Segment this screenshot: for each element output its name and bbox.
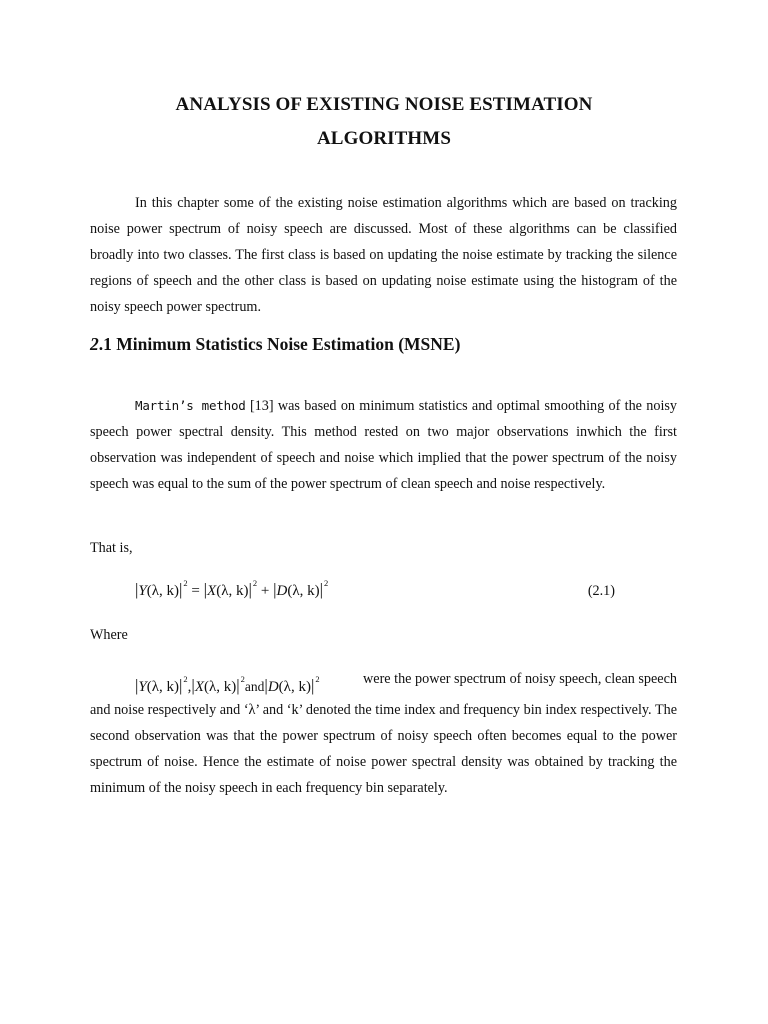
eq-symbol-X: X bbox=[207, 583, 217, 599]
equation-expression: |Y(λ, $k)|^2 = |X(\lambda$, $k)|^2 + |D(\lambda$, $k)|^2$ bbox=[135, 578, 329, 599]
eq-plus: + bbox=[260, 583, 270, 599]
where-exp-2: 2 bbox=[240, 674, 245, 684]
eq-symbol-Y: Y bbox=[138, 583, 147, 599]
eq-args-3: (λ, k) bbox=[287, 583, 320, 599]
martin-paragraph bbox=[90, 393, 677, 497]
intro-text: In this chapter some of the existing noise estimation algorithms which are based on tracking noise power spectrum of noisy speech are discussed. Most of these algorithms can be classified broadly into two classes. The first class is based on updating the noise estimate by tracking the silence regions of speech and the other class is based on updating noise estimate using the histogram of the noisy speech power spectrum. bbox=[90, 195, 677, 315]
where-label: Where bbox=[90, 627, 128, 643]
second-observation-paragraph: and noise respectively and ‘λ’ and ‘k’ denoted the time index and frequency bin index respectively. The second observation was that the power spectrum of noisy speech often becomes equal to the power spectrum of noise. Hence the estimate of noise power spectral density was obtained by tracking the minimum of the noisy speech in each frequency bin separately. bbox=[90, 702, 677, 796]
eq-symbol-D: D bbox=[276, 583, 288, 599]
where-args-2: (λ, k) bbox=[204, 679, 237, 695]
where-definition-line bbox=[135, 666, 677, 700]
eq-exp-3: 2 bbox=[324, 578, 329, 588]
chapter-title-line-1: ANALYSIS OF EXISTING NOISE ESTIMATION bbox=[175, 94, 593, 115]
where-symbol-D: D bbox=[267, 679, 279, 695]
where-line-tail: were the power spectrum of noisy speech, clean speech bbox=[363, 671, 677, 687]
section-number: 2 bbox=[90, 334, 99, 354]
eq-args-2: (λ, k) bbox=[216, 583, 249, 599]
where-symbol-Y: Y bbox=[138, 679, 147, 695]
martin-paragraph-text: [13] was based on minimum statistics and optimal smoothing of the noisy speech power spectral density. This method rested on two major observations inwhich the first observation was independent of speech and noise which implied that the power spectrum of the noisy speech was equal to the sum of the power spectrum of clean speech and noise respectively. bbox=[90, 398, 678, 492]
where-sep: , bbox=[187, 679, 192, 695]
chapter-title bbox=[90, 88, 678, 156]
where-args-3: (λ, k) bbox=[278, 679, 311, 695]
section-title: Minimum Statistics Noise Estimation (MSNE) bbox=[116, 334, 461, 354]
section-number-rest: .1 bbox=[98, 334, 112, 354]
eq-exp-2: 2 bbox=[252, 578, 258, 588]
eq-exp-1: 2 bbox=[183, 578, 188, 588]
intro-paragraph bbox=[90, 190, 677, 320]
where-exp-1: 2 bbox=[183, 674, 188, 684]
where-expression: |Y(λ, $k)|^2,|X(\lambda$, $k)|^2and|D(\lambda$, $k)|^2$ bbox=[135, 674, 320, 695]
equation-number: (2.1) bbox=[587, 583, 615, 599]
eq-equals: = bbox=[191, 583, 200, 599]
equation-2-1 bbox=[135, 578, 677, 608]
where-and: and bbox=[244, 679, 265, 694]
martin-method-lead: Martin’s method bbox=[135, 398, 246, 413]
that-is-label: That is, bbox=[90, 540, 133, 556]
eq-args-1: (λ, k) bbox=[146, 583, 180, 599]
where-exp-3: 2 bbox=[315, 674, 320, 684]
section-heading bbox=[90, 334, 460, 355]
where-args-1: (λ, k) bbox=[146, 679, 180, 695]
where-symbol-X: X bbox=[194, 679, 204, 695]
chapter-title-line-2: ALGORITHMS bbox=[316, 128, 452, 149]
